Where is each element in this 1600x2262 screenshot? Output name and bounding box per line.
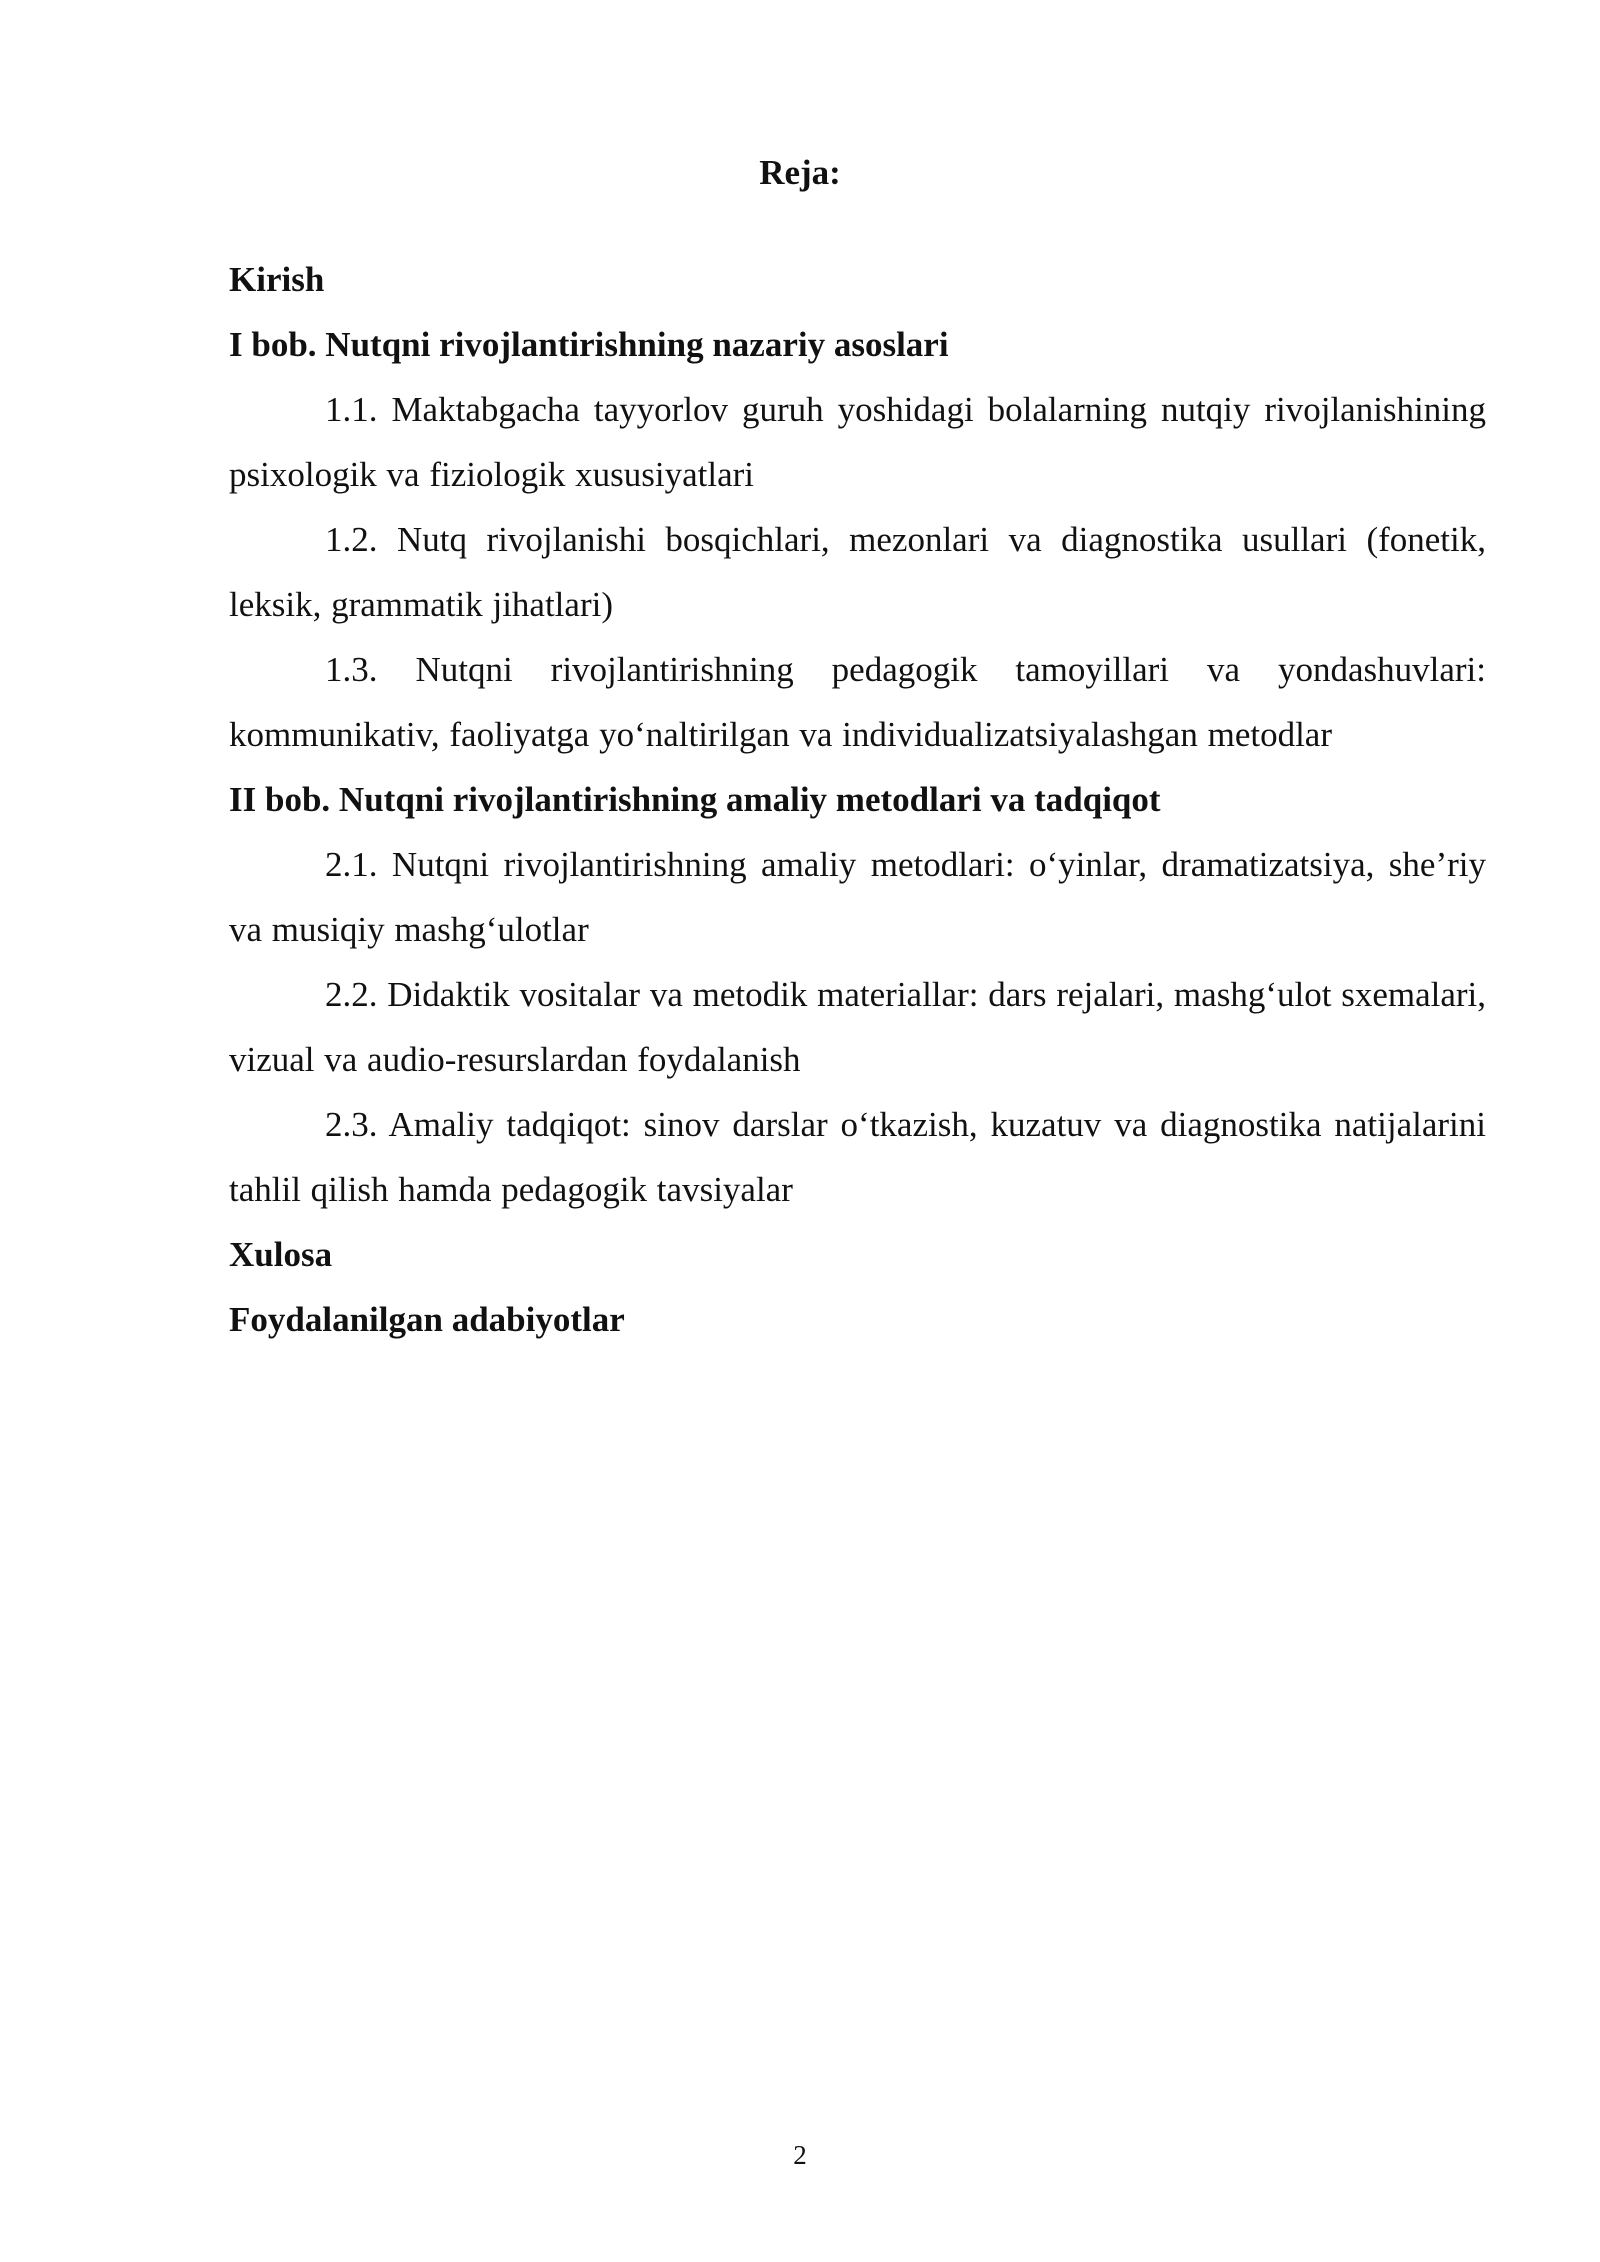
toc-item-2-3: 2.3. Amaliy tadqiqot: sinov darslar o‘tkazish, kuzatuv va diagnostika natijalarini tahlil qilish hamda pedagogik tavsiyalar <box>229 1105 1486 1209</box>
toc-item-1-3: 1.3. Nutqni rivojlantirishning pedagogik tamoyillari va yondashuvlari: kommunikativ, faoliyatga yo‘naltirilgan va individualizatsiyalashgan metodlar <box>229 650 1486 754</box>
toc-item-2-2: 2.2. Didaktik vositalar va metodik materiallar: dars rejalari, mashg‘ulot sxemalari, vizual va audio-resurslardan foydalanish <box>229 975 1486 1079</box>
toc-item-1-2: 1.2. Nutq rivojlanishi bosqichlari, mezonlari va diagnostika usullari (fonetik, leksik, grammatik jihatlari) <box>229 520 1486 624</box>
page-title: Reja: <box>759 153 841 192</box>
toc-introduction: Kirish <box>229 260 325 299</box>
toc-item-2-1: 2.1. Nutqni rivojlantirishning amaliy metodlari: o‘yinlar, dramatizatsiya, she’riy va musiqiy mashg‘ulotlar <box>229 845 1486 949</box>
page-number: 2 <box>793 2140 807 2170</box>
toc-references: Foydalanilgan adabiyotlar <box>229 1300 625 1339</box>
table-of-contents <box>229 247 1486 1352</box>
toc-conclusion: Xulosa <box>229 1235 333 1274</box>
chapter-1-heading: I bob. Nutqni rivojlantirishning nazariy asoslari <box>229 325 949 364</box>
toc-item-1-1: 1.1. Maktabgacha tayyorlov guruh yoshidagi bolalarning nutqiy rivojlanishining psixologik va fiziologik xususiyatlari <box>229 390 1486 494</box>
chapter-2-heading: II bob. Nutqni rivojlantirishning amaliy metodlari va tadqiqot <box>229 780 1161 819</box>
